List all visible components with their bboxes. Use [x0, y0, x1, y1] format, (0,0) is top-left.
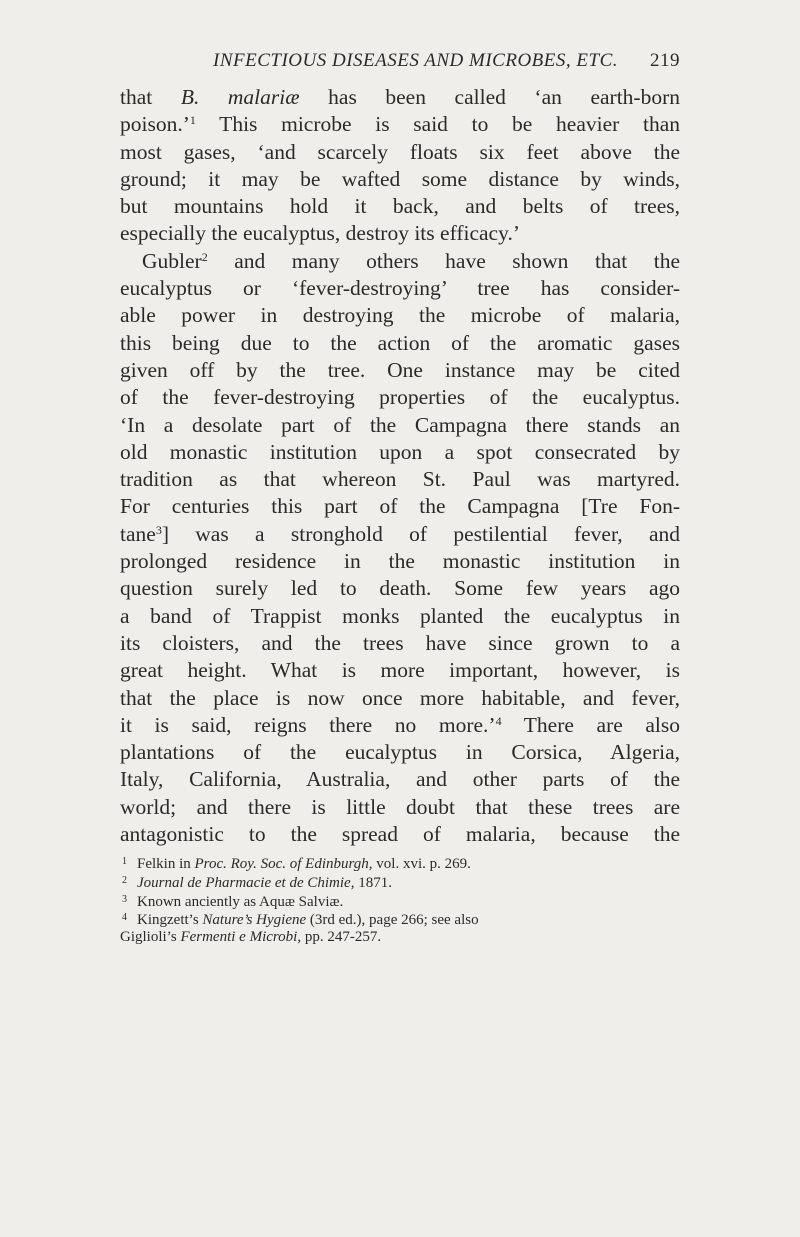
footnote-mark: 4 [122, 912, 127, 924]
footnote: 2 Journal de Pharmacie et de Chimie, 1871. [122, 874, 392, 891]
text-line: but mountains hold it back, and belts of trees, [120, 194, 680, 219]
text-line: that the place is now once more habitable, and fever, [120, 685, 680, 710]
text-line: it is said, reigns there no more.’$^4$ There are also [120, 712, 680, 737]
text-line: Gubler$^2$ and many others have shown that the [142, 248, 680, 273]
footnote-ref: 2 [201, 249, 208, 264]
body-text [120, 84, 680, 848]
footnote: 3 Known anciently as Aquæ Salviæ. [122, 893, 344, 910]
text-line: prolonged residence in the monastic institution in [120, 549, 680, 574]
footnote-continuation: Giglioli’s Fermenti e Microbi, pp. 247-257. [120, 928, 382, 945]
text-line: poison.’$^1$ This microbe is said to be heavier than [120, 112, 680, 137]
paragraph [120, 248, 680, 849]
text-line: given off by the tree. One instance may be cited [120, 357, 680, 382]
footnote: 1 Felkin in Proc. Roy. Soc. of Edinburgh, vol. xvi. p. 269. [122, 856, 471, 873]
text-line: able power in destroying the microbe of malaria, [120, 303, 680, 328]
text-line: old monastic institution upon a spot consecrated by [120, 439, 680, 464]
running-head [120, 40, 680, 80]
footnotes [120, 854, 680, 945]
footnote-ref: 4 [495, 713, 502, 728]
text-line: question surely led to death. Some few years ago [120, 576, 680, 601]
text-line: that B. malariæ has been called ‘an earth-born [120, 85, 680, 109]
footnote-mark: 3 [122, 893, 127, 905]
text-line: ground; it may be wafted some distance by winds, [120, 166, 680, 191]
text-line: ‘In a desolate part of the Campagna there stands an [120, 412, 680, 437]
text-line: For centuries this part of the Campagna [Tre Fon- [120, 494, 680, 519]
text-line: great height. What is more important, however, is [120, 658, 680, 683]
text-line: its cloisters, and the trees have since grown to a [120, 630, 680, 655]
text-line: most gases, ‘and scarcely floats six feet above the [120, 139, 680, 164]
footnote: 4 Kingzett’s Nature’s Hygiene (3rd ed.), page 266; see also [122, 912, 479, 929]
book-page [120, 40, 680, 945]
footnote-mark: 1 [122, 856, 127, 868]
text-line: eucalyptus or ‘fever-destroying’ tree has consider- [120, 276, 680, 301]
footnote-mark: 2 [122, 874, 127, 886]
text-line: antagonistic to the spread of malaria, because the [120, 822, 680, 847]
paragraph [120, 84, 680, 248]
text-line: Italy, California, Australia, and other parts of the [120, 767, 680, 792]
text-line: tradition as that whereon St. Paul was martyred. [120, 467, 680, 492]
running-head-title: INFECTIOUS DISEASES AND MICROBES, ETC. [213, 50, 618, 71]
text-line: of the fever-destroying properties of the eucalyptus. [120, 385, 680, 410]
text-line: this being due to the action of the aromatic gases [120, 330, 680, 355]
footnote-ref: 1 [189, 113, 196, 128]
text-line: a band of Trappist monks planted the eucalyptus in [120, 603, 680, 628]
footnote-ref: 3 [155, 522, 162, 537]
text-line: plantations of the eucalyptus in Corsica, Algeria, [120, 740, 680, 765]
text-line: especially the eucalyptus, destroy its efficacy.’ [120, 221, 520, 246]
text-line: tane$^3$] was a stronghold of pestilential fever, and [120, 521, 680, 546]
page-number: 219 [650, 50, 680, 71]
text-line: world; and there is little doubt that these trees are [120, 794, 680, 819]
